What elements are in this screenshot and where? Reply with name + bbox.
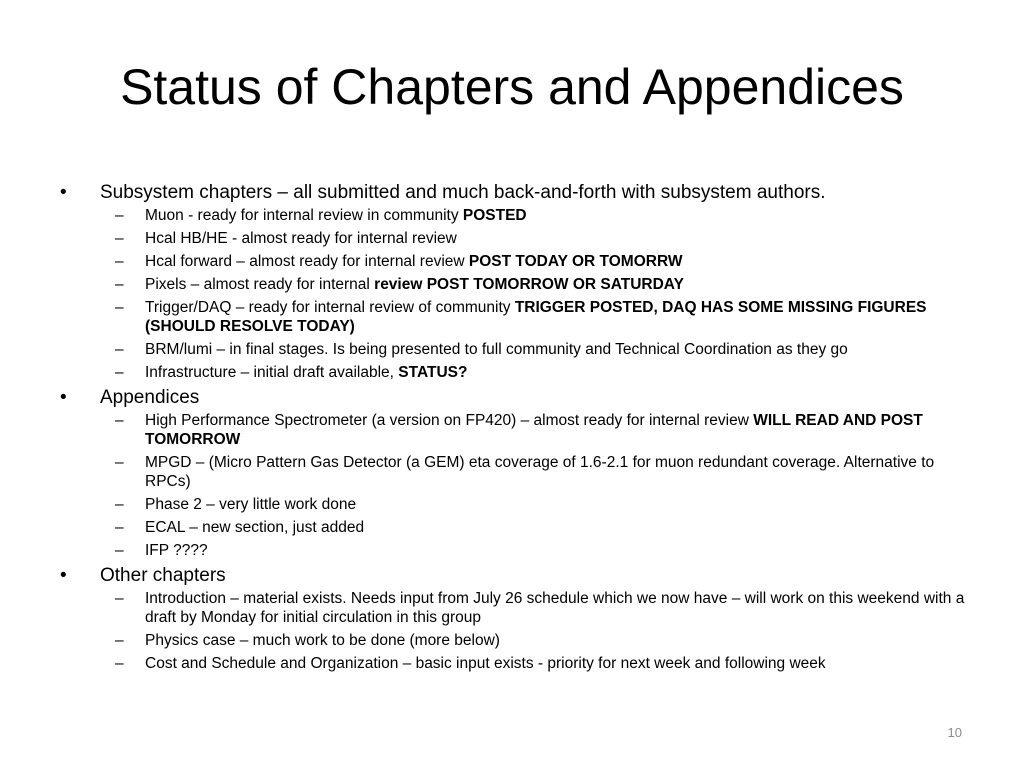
list-item <box>100 363 977 382</box>
item-text: Pixels – almost ready for internal <box>145 276 375 293</box>
list-item <box>100 340 977 359</box>
dash-icon: – <box>115 496 124 513</box>
dash-icon: – <box>115 364 124 381</box>
section-list <box>57 181 977 673</box>
dash-icon: – <box>115 519 124 536</box>
dash-icon: – <box>115 276 124 293</box>
list-item <box>100 229 977 248</box>
list-item <box>100 631 977 650</box>
list-item <box>100 453 977 491</box>
section-label: Other chapters <box>100 565 226 586</box>
section-appendices <box>57 386 977 560</box>
list-item <box>100 518 977 537</box>
dash-icon: – <box>115 253 124 270</box>
dash-icon: – <box>115 341 124 358</box>
list-item <box>100 411 977 449</box>
item-text: Hcal HB/HE - almost ready for internal review <box>145 230 457 247</box>
list-item <box>100 298 977 336</box>
item-text: High Performance Spectrometer (a version on FP420) – almost ready for internal review <box>145 412 754 429</box>
slide-body <box>57 181 977 677</box>
sub-item-list <box>100 206 977 382</box>
slide-title: Status of Chapters and Appendices <box>120 59 904 115</box>
item-text: Infrastructure – initial draft available, <box>145 364 399 381</box>
item-status: WILL READ AND POST TOMORROW <box>145 412 923 448</box>
item-status: POSTED <box>462 207 527 224</box>
item-status: POST TODAY OR TOMORRW <box>468 253 683 270</box>
item-status: review POST TOMORROW OR SATURDAY <box>374 276 684 293</box>
list-item <box>100 495 977 514</box>
sub-item-list <box>100 589 977 673</box>
item-text: MPGD – (Micro Pattern Gas Detector (a GEM) eta coverage of 1.6-2.1 for muon redundant coverage. Alternative to RPCs) <box>145 454 935 490</box>
item-text: ECAL – new section, just added <box>145 519 365 536</box>
section-label: Appendices <box>100 387 200 408</box>
list-item <box>100 654 977 673</box>
item-text: Trigger/DAQ – ready for internal review of community <box>145 299 515 316</box>
item-text: Phase 2 – very little work done <box>145 496 357 513</box>
item-text: Cost and Schedule and Organization – basic input exists - priority for next week and following week <box>145 655 826 672</box>
item-text: Physics case – much work to be done (more below) <box>145 632 500 649</box>
item-text: Muon - ready for internal review in community <box>145 207 463 224</box>
item-text: BRM/lumi – in final stages. Is being presented to full community and Technical Coordination as they go <box>145 341 848 358</box>
bullet-icon: • <box>60 387 67 408</box>
list-item <box>100 275 977 294</box>
dash-icon: – <box>115 655 124 672</box>
dash-icon: – <box>115 454 124 471</box>
dash-icon: – <box>115 632 124 649</box>
dash-icon: – <box>115 412 124 429</box>
dash-icon: – <box>115 299 124 316</box>
dash-icon: – <box>115 542 124 559</box>
item-text: Introduction – material exists. Needs input from July 26 schedule which we now have – will work on this weekend with a draft by Monday for initial circulation in this group <box>145 590 965 626</box>
list-item <box>100 541 977 560</box>
section-other-chapters <box>57 564 977 673</box>
dash-icon: – <box>115 230 124 247</box>
item-text: Hcal forward – almost ready for internal review <box>145 253 469 270</box>
dash-icon: – <box>115 207 124 224</box>
dash-icon: – <box>115 590 124 607</box>
list-item <box>100 589 977 627</box>
section-subsystem-chapters <box>57 181 977 382</box>
list-item <box>100 252 977 271</box>
list-item <box>100 206 977 225</box>
bullet-icon: • <box>60 182 67 203</box>
item-status: TRIGGER POSTED, DAQ HAS SOME MISSING FIGURES (SHOULD RESOLVE TODAY) <box>145 299 927 335</box>
page-number: 10 <box>947 725 962 740</box>
section-label: Subsystem chapters – all submitted and much back-and-forth with subsystem authors. <box>100 182 826 203</box>
item-status: STATUS? <box>398 364 468 381</box>
sub-item-list <box>100 411 977 560</box>
bullet-icon: • <box>60 565 67 586</box>
item-text: IFP ???? <box>145 542 208 559</box>
